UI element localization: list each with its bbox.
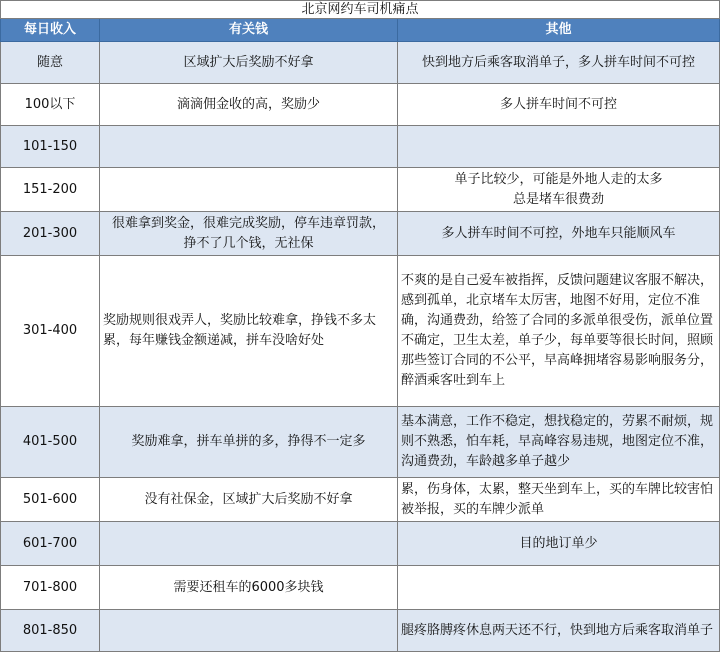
income-cell: 301-400	[1, 256, 100, 407]
money-cell: 奖励难拿，拼车单拼的多，挣得不一定多	[100, 407, 398, 478]
table-row	[1, 407, 720, 478]
other-cell: 多人拼车时间不可控，外地车只能顺风车	[398, 212, 720, 256]
income-cell: 701-800	[1, 566, 100, 610]
income-cell: 501-600	[1, 478, 100, 522]
money-cell	[100, 126, 398, 168]
other-cell: 腿疼胳膊疼休息两天还不行，快到地方后乘客取消单子	[398, 610, 720, 652]
table-row	[1, 42, 720, 84]
income-cell: 101-150	[1, 126, 100, 168]
table-title: 北京网约车司机痛点	[1, 1, 720, 19]
other-cell	[398, 126, 720, 168]
money-cell	[100, 522, 398, 566]
other-cell: 不爽的是自己爱车被指挥，反馈问题建议客服不解决，感到孤单，北京堵车太厉害，地图不好用，定位不准确，沟通费劲，给签了合同的多派单很受伤，派单位置不确定，卫生太差，单子少，每单要等很长时间，照顾那些签订合同的不公平，早高峰拥堵容易影响服务分，醉酒乘客吐到车上	[398, 256, 720, 407]
money-cell: 没有社保金，区域扩大后奖励不好拿	[100, 478, 398, 522]
table-row	[1, 84, 720, 126]
header-other: 其他	[398, 19, 720, 42]
table-row	[1, 610, 720, 652]
money-cell: 奖励规则很戏弄人，奖励比较难拿，挣钱不多太累，每年赚钱金额递减，拼车没啥好处	[100, 256, 398, 407]
money-cell: 需要还租车的6000多块钱	[100, 566, 398, 610]
income-cell: 401-500	[1, 407, 100, 478]
table-row	[1, 522, 720, 566]
other-cell: 多人拼车时间不可控	[398, 84, 720, 126]
table-row	[1, 566, 720, 610]
other-cell: 快到地方后乘客取消单子，多人拼车时间不可控	[398, 42, 720, 84]
table-row	[1, 212, 720, 256]
money-cell: 很难拿到奖金，很难完成奖励，停车违章罚款，挣不了几个钱，无社保	[100, 212, 398, 256]
income-cell: 201-300	[1, 212, 100, 256]
table-row	[1, 126, 720, 168]
income-cell: 801-850	[1, 610, 100, 652]
income-cell: 100以下	[1, 84, 100, 126]
other-cell: 单子比较少，可能是外地人走的太多 总是堵车很费劲	[398, 168, 720, 212]
money-cell: 滴滴佣金收的高，奖励少	[100, 84, 398, 126]
table-row	[1, 256, 720, 407]
income-cell: 601-700	[1, 522, 100, 566]
other-cell: 基本满意，工作不稳定，想找稳定的，劳累不耐烦，规则不熟悉，怕车耗，早高峰容易违规，地图定位不准，沟通费劲，车龄越多单子越少	[398, 407, 720, 478]
other-cell	[398, 566, 720, 610]
money-cell	[100, 610, 398, 652]
header-daily-income: 每日收入	[1, 19, 100, 42]
other-cell: 目的地订单少	[398, 522, 720, 566]
other-cell: 累，伤身体，太累，整天坐到车上，买的车牌比较害怕被举报，买的车牌少派单	[398, 478, 720, 522]
table-row	[1, 478, 720, 522]
income-cell: 随意	[1, 42, 100, 84]
table-row	[1, 168, 720, 212]
header-money-related: 有关钱	[100, 19, 398, 42]
income-cell: 151-200	[1, 168, 100, 212]
money-cell: 区域扩大后奖励不好拿	[100, 42, 398, 84]
money-cell	[100, 168, 398, 212]
